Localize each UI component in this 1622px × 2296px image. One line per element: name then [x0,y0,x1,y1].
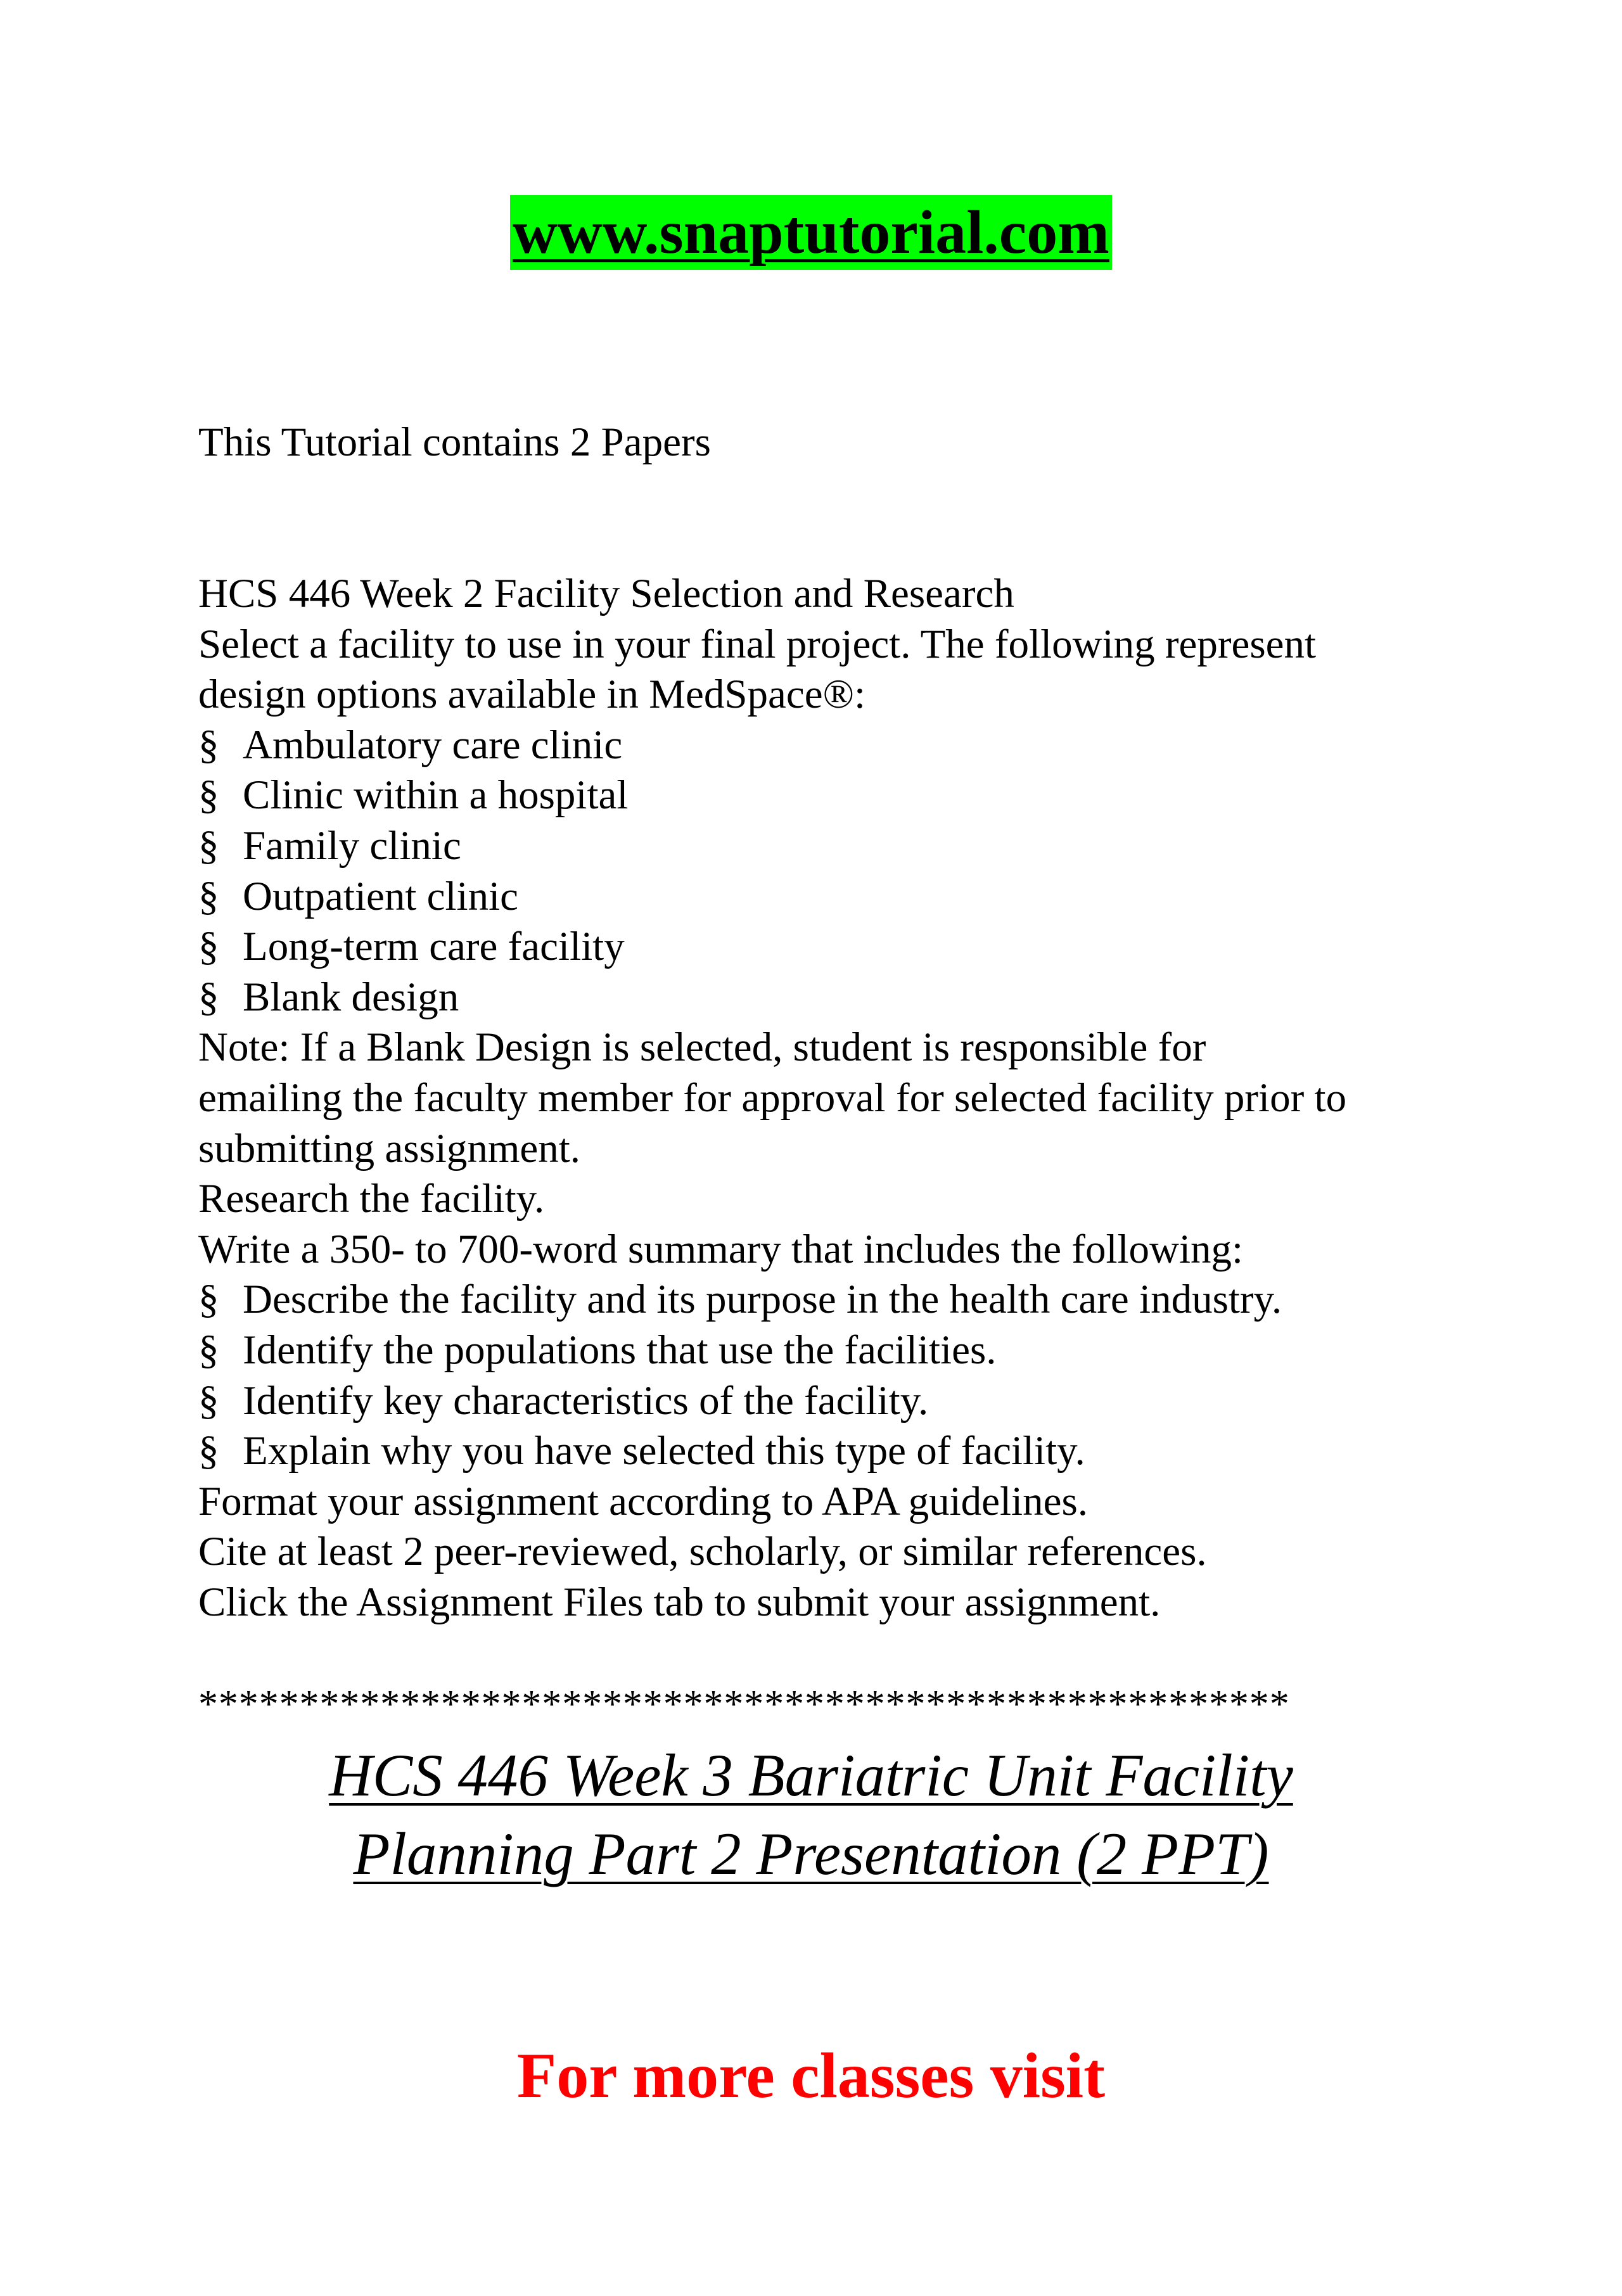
option-text: Outpatient clinic [243,873,519,919]
bullet-icon: § [198,974,219,1020]
tutorial-intro: This Tutorial contains 2 Papers [198,419,711,465]
option-item [198,872,1466,922]
intro-line: design options available in MedSpace®: [198,672,866,718]
requirement-text: Explain why you have selected this type of facility. [243,1428,1085,1474]
bullet-icon: § [198,1277,219,1323]
bullet-icon: § [198,772,219,819]
requirement-item [198,1275,1466,1325]
note-line: submitting assignment. [198,1125,581,1171]
closing-line: Click the Assignment Files tab to submit your assignment. [198,1579,1161,1625]
option-text: Blank design [243,974,459,1020]
bullet-icon: § [198,1377,219,1424]
section-title: HCS 446 Week 2 Facility Selection and Research [198,571,1014,616]
bullet-icon: § [198,722,219,768]
site-banner [0,195,1622,270]
closing-line: Cite at least 2 peer-reviewed, scholarly, or similar references. [198,1529,1207,1575]
option-text: Family clinic [243,822,461,869]
section-week3-title [0,1736,1622,1893]
requirement-text: Identify key characteristics of the facility. [243,1377,929,1424]
site-link[interactable]: www.snaptutorial.com [510,195,1112,270]
requirement-item [198,1325,1466,1376]
summary-intro: Write a 350- to 700-word summary that includes the following: [198,1226,1244,1272]
option-item [198,922,1466,973]
requirement-text: Describe the facility and its purpose in the health care industry. [243,1277,1282,1323]
option-item [198,821,1466,872]
option-text: Clinic within a hospital [243,772,629,819]
separator: ****************************************************** [198,1683,1290,1726]
requirement-item [198,1426,1466,1477]
requirement-text: Identify the populations that use the facilities. [243,1327,997,1373]
more-classes-cta: For more classes visit [516,2040,1106,2112]
title-line: Planning Part 2 Presentation (2 PPT) [353,1820,1269,1887]
intro-line: Select a facility to use in your final project. The following represent [198,621,1317,667]
option-text: Ambulatory care clinic [243,722,623,768]
option-item [198,770,1466,821]
option-text: Long-term care facility [243,924,625,970]
bullet-icon: § [198,924,219,970]
option-item [198,720,1466,771]
title-line: HCS 446 Week 3 Bariatric Unit Facility [329,1742,1293,1809]
note-line: emailing the faculty member for approval for selected facility prior to [198,1075,1347,1121]
research-line: Research the facility. [198,1176,545,1222]
bullet-icon: § [198,1428,219,1474]
note-line: Note: If a Blank Design is selected, student is responsible for [198,1024,1206,1071]
requirement-item [198,1376,1466,1427]
option-item [198,973,1466,1023]
bullet-icon: § [198,873,219,919]
section-week2 [198,569,1466,1628]
bullet-icon: § [198,822,219,869]
closing-line: Format your assignment according to APA guidelines. [198,1478,1089,1524]
bullet-icon: § [198,1327,219,1373]
